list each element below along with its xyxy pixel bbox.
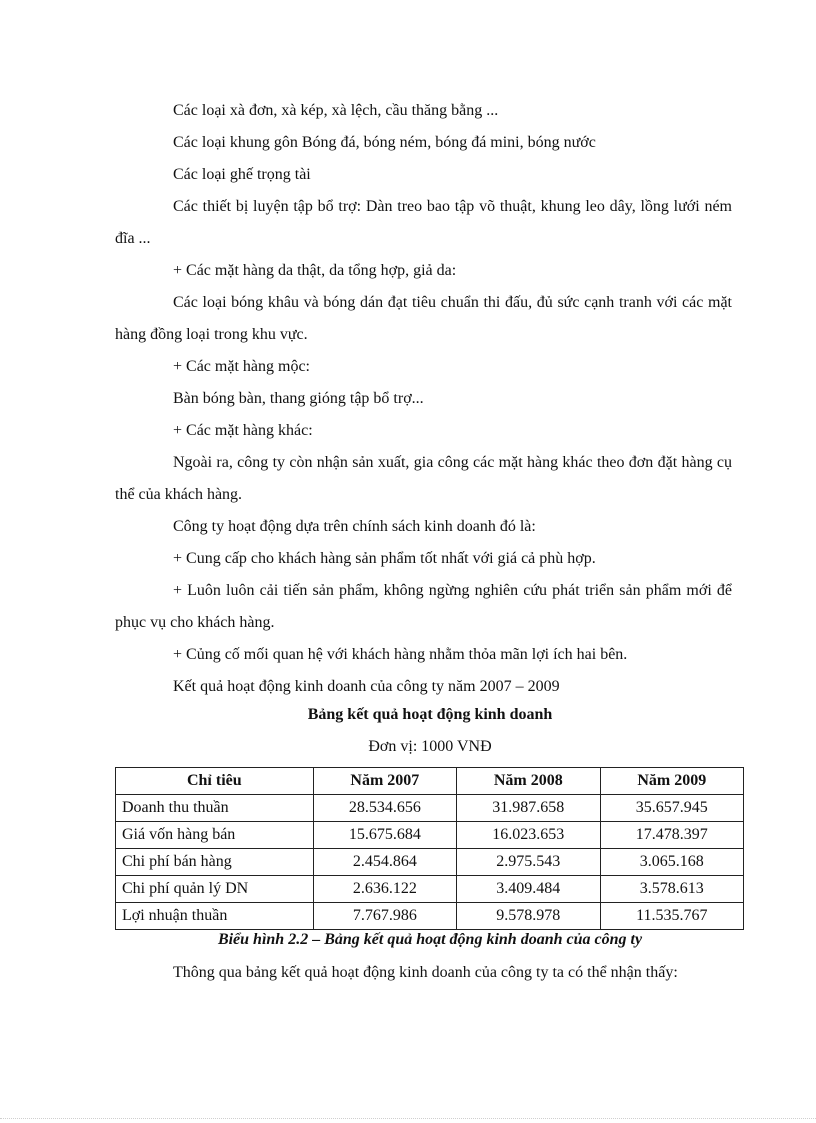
cell-2008: 16.023.653 — [457, 822, 600, 849]
paragraph-policy-intro: Công ty hoạt động dựa trên chính sách kinh doanh đó là: — [173, 518, 536, 535]
cell-2009: 35.657.945 — [600, 795, 743, 822]
cell-2007: 7.767.986 — [313, 903, 456, 930]
table-row — [116, 849, 744, 876]
paragraph-wood-goods: + Các mặt hàng mộc: — [173, 358, 310, 375]
business-results-table — [115, 767, 744, 930]
cell-2008: 9.578.978 — [457, 903, 600, 930]
cell-2007: 15.675.684 — [313, 822, 456, 849]
row-label: Chi phí quản lý DN — [116, 876, 314, 903]
paragraph-goals: Các loại khung gôn Bóng đá, bóng ném, bóng đá mini, bóng nước — [173, 134, 596, 151]
paragraph-policy-1: + Cung cấp cho khách hàng sản phẩm tốt nhất với giá cả phù hợp. — [173, 550, 596, 567]
cell-2009: 11.535.767 — [600, 903, 743, 930]
cell-2007: 2.454.864 — [313, 849, 456, 876]
paragraph-other-goods: + Các mặt hàng khác: — [173, 422, 313, 439]
cell-2008: 31.987.658 — [457, 795, 600, 822]
cell-2009: 17.478.397 — [600, 822, 743, 849]
table-row — [116, 903, 744, 930]
header-2007: Năm 2007 — [313, 768, 456, 795]
row-label: Giá vốn hàng bán — [116, 822, 314, 849]
table-unit: Đơn vị: 1000 VNĐ — [368, 738, 492, 755]
paragraph-leather-goods: + Các mặt hàng da thật, da tổng hợp, giả da: — [173, 262, 457, 279]
page-bottom-border — [0, 1118, 816, 1119]
table-row — [116, 795, 744, 822]
cell-2008: 2.975.543 — [457, 849, 600, 876]
paragraph-balls: Các loại bóng khâu và bóng dán đạt tiêu chuẩn thi đấu, đủ sức cạnh tranh với các mặt hàng đồng loại trong khu vực. — [115, 294, 732, 343]
header-2008: Năm 2008 — [457, 768, 600, 795]
row-label: Chi phí bán hàng — [116, 849, 314, 876]
cell-2007: 28.534.656 — [313, 795, 456, 822]
paragraph-results-intro: Kết quả hoạt động kinh doanh của công ty năm 2007 – 2009 — [173, 678, 560, 695]
table-header-row — [116, 768, 744, 795]
paragraph-policy-3: + Củng cố mối quan hệ với khách hàng nhằm thỏa mãn lợi ích hai bên. — [173, 646, 628, 663]
paragraph-outsourcing: Ngoài ra, công ty còn nhận sản xuất, gia công các mặt hàng khác theo đơn đặt hàng cụ thể của khách hàng. — [115, 454, 732, 503]
cell-2009: 3.065.168 — [600, 849, 743, 876]
paragraph-closing: Thông qua bảng kết quả hoạt động kinh doanh của công ty ta có thể nhận thấy: — [173, 964, 678, 981]
row-label: Lợi nhuận thuần — [116, 903, 314, 930]
paragraph-training-equipment: Các thiết bị luyện tập bổ trợ: Dàn treo bao tập võ thuật, khung leo dây, lồng lưới ném đĩa ... — [115, 198, 732, 247]
paragraph-policy-2: + Luôn luôn cải tiến sản phẩm, không ngừng nghiên cứu phát triển sản phẩm mới để phục vụ cho khách hàng. — [115, 582, 732, 631]
header-2009: Năm 2009 — [600, 768, 743, 795]
cell-2008: 3.409.484 — [457, 876, 600, 903]
table-caption: Biểu hình 2.2 – Bảng kết quả hoạt động kinh doanh của công ty — [217, 931, 643, 948]
cell-2007: 2.636.122 — [313, 876, 456, 903]
header-indicator: Chỉ tiêu — [116, 768, 314, 795]
row-label: Doanh thu thuần — [116, 795, 314, 822]
paragraph-table-tennis: Bàn bóng bàn, thang gióng tập bổ trợ... — [173, 390, 424, 407]
cell-2009: 3.578.613 — [600, 876, 743, 903]
table-row — [116, 876, 744, 903]
table-title: Bảng kết quả hoạt động kinh doanh — [307, 706, 553, 723]
paragraph-bars: Các loại xà đơn, xà kép, xà lệch, cầu thăng bằng ... — [173, 102, 499, 119]
table-row — [116, 822, 744, 849]
paragraph-referee-chairs: Các loại ghế trọng tài — [173, 166, 311, 183]
